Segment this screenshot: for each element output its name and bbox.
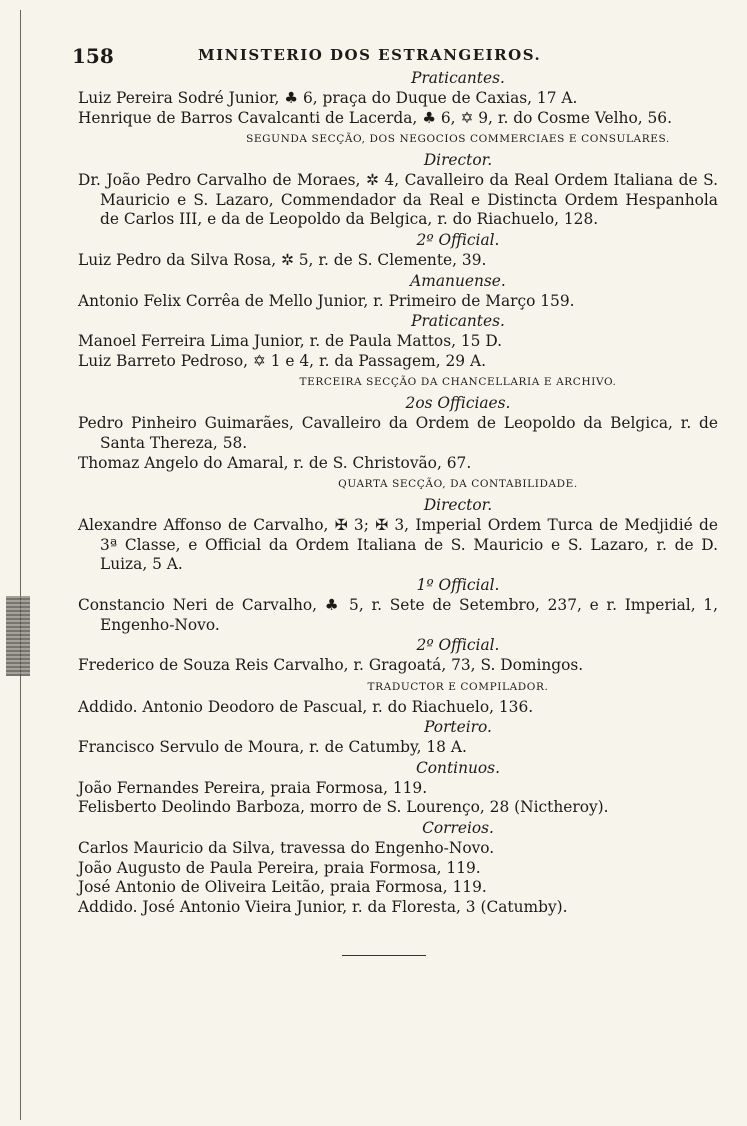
section-heading: QUARTA SECÇÃO, DA CONTABILIDADE. (338, 478, 578, 491)
role-heading: Amanuense. (410, 271, 506, 290)
role-heading: 2º Official. (416, 230, 500, 249)
page-header (72, 40, 718, 68)
role-heading: Praticantes. (411, 312, 505, 331)
directory-entry: Luiz Pedro da Silva Rosa, ✲ 5, r. de S. Clemente, 39. (78, 250, 487, 269)
directory-entry: Manoel Ferreira Lima Junior, r. de Paula Mattos, 15 D. (78, 332, 503, 351)
role-heading: 1º Official. (416, 575, 500, 594)
role-heading: Continuos. (416, 758, 500, 777)
directory-entry: Henrique de Barros Cavalcanti de Lacerda, ♣ 6, ✡ 9, r. do Cosme Velho, 56. (78, 108, 672, 127)
role-heading: Correios. (422, 819, 494, 838)
left-margin-rule (20, 10, 21, 1120)
directory-entry: Luiz Barreto Pedroso, ✡ 1 e 4, r. da Passagem, 29 A. (78, 351, 486, 370)
directory-entry: Alexandre Affonso de Carvalho, ✠ 3; ✠ 3, Imperial Ordem Turca de Medjidié de 3ª Classe, e Official da Ordem Italiana de S. Mauricio e S. Lazaro, r. de D. Luiza, 5 A. (78, 516, 718, 574)
directory-entry: Pedro Pinheiro Guimarães, Cavalleiro da Ordem de Leopoldo da Belgica, r. de Santa Thereza, 58. (78, 414, 718, 452)
directory-entry: Dr. João Pedro Carvalho de Moraes, ✲ 4, Cavalleiro da Real Ordem Italiana de S. Mauricio e S. Lazaro, Commendador da Real e Distincta Ordem Hespanhola de Carlos III, e da de Leopoldo da Belgica, r. do Riachuelo, 128. (78, 171, 718, 229)
directory-entry: Addido. Antonio Deodoro de Pascual, r. do Riachuelo, 136. (78, 697, 534, 716)
scan-binding-mark (6, 596, 30, 676)
directory-entry: Carlos Mauricio da Silva, travessa do Engenho-Novo. (78, 839, 495, 858)
role-heading: Director. (423, 496, 493, 515)
directory-entry: Addido. José Antonio Vieira Junior, r. da Floresta, 3 (Catumby). (78, 897, 568, 916)
directory-entry: Felisberto Deolindo Barboza, morro de S. Lourenço, 28 (Nictheroy). (78, 798, 609, 817)
directory-entry: Antonio Felix Corrêa de Mello Junior, r. Primeiro de Março 159. (78, 291, 575, 310)
directory-entry: Thomaz Angelo do Amaral, r. de S. Christovão, 67. (78, 453, 472, 472)
page-number: 158 (72, 44, 114, 68)
directory-listing (78, 68, 718, 917)
directory-entry: Frederico de Souza Reis Carvalho, r. Gragoatá, 73, S. Domingos. (78, 656, 584, 675)
section-heading: TERCEIRA SECÇÃO DA CHANCELLARIA E ARCHIVO. (299, 376, 617, 389)
role-heading: Director. (423, 151, 493, 170)
running-title: MINISTERIO DOS ESTRANGEIROS. (198, 46, 542, 64)
directory-entry: Francisco Servulo de Moura, r. de Catumby, 18 A. (78, 738, 467, 757)
directory-entry: Luiz Pereira Sodré Junior, ♣ 6, praça do Duque de Caxias, 17 A. (78, 89, 578, 107)
directory-entry: João Fernandes Pereira, praia Formosa, 119. (78, 778, 428, 797)
directory-entry: Constancio Neri de Carvalho, ♣ 5, r. Sete de Setembro, 237, e r. Imperial, 1, Engenho-Novo. (78, 595, 718, 634)
directory-entry: João Augusto de Paula Pereira, praia Formosa, 119. (78, 858, 481, 877)
role-heading: 2os Officiaes. (405, 394, 511, 413)
section-heading: TRADUCTOR E COMPILADOR. (367, 680, 549, 693)
role-heading: Porteiro. (424, 718, 492, 737)
document-page (72, 40, 718, 956)
section-heading: SEGUNDA SECÇÃO, DOS NEGOCIOS COMMERCIAES E CONSULARES. (246, 133, 670, 146)
role-heading: 2º Official. (416, 636, 500, 655)
directory-entry: José Antonio de Oliveira Leitão, praia Formosa, 119. (78, 878, 487, 897)
end-rule (342, 955, 426, 956)
role-heading: Praticantes. (411, 69, 505, 87)
